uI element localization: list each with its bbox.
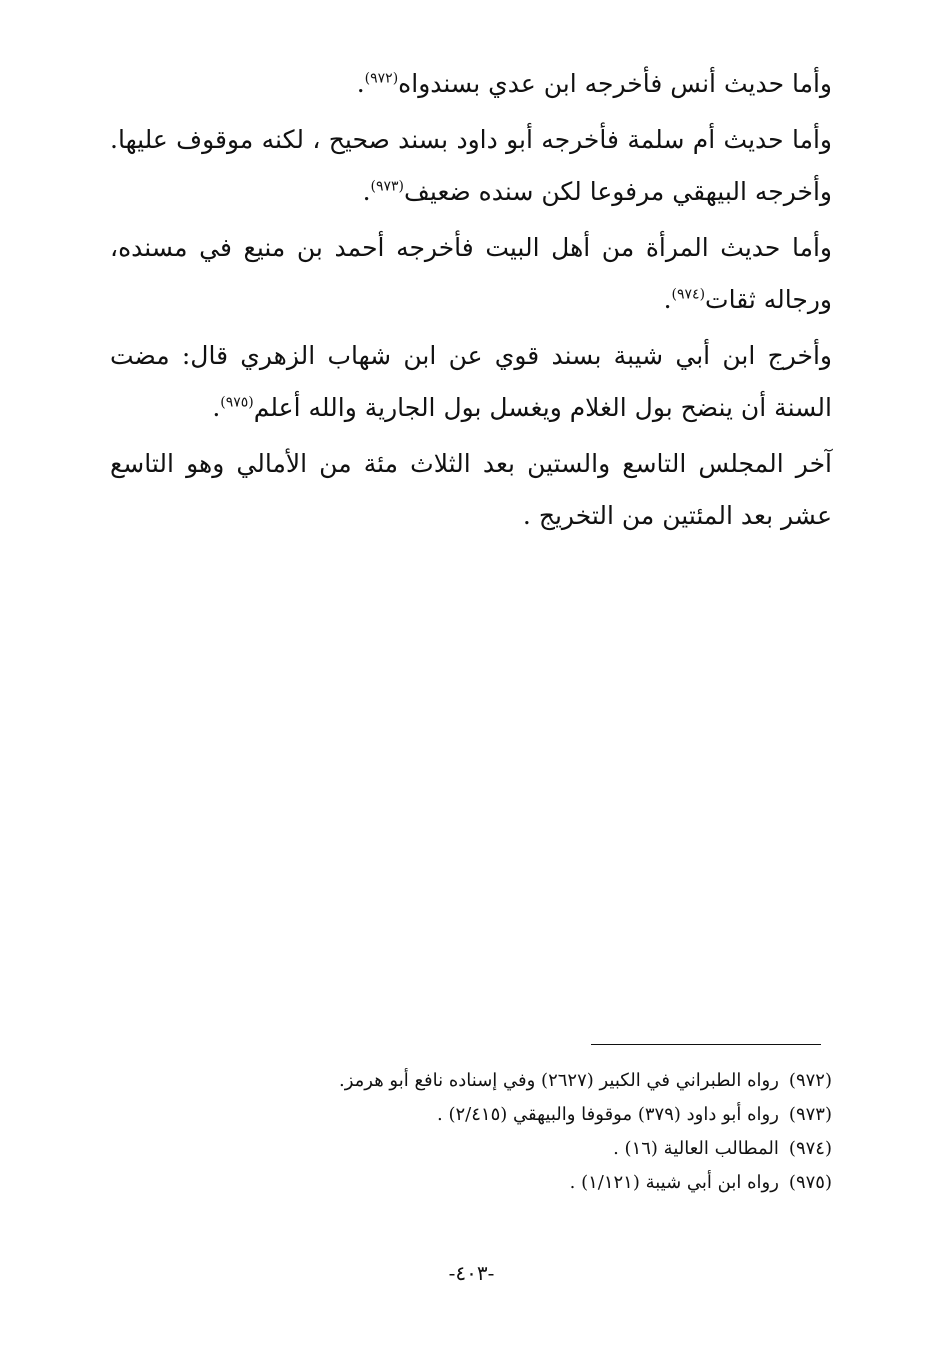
footnote-item (110, 1166, 832, 1200)
footnote-reference: (٩٧٥) (220, 394, 254, 411)
footnote-text: رواه أبو داود (٣٧٩) موقوفا والبيهقي (٢/٤١٥) . (437, 1104, 779, 1125)
paragraph-umm-salama (110, 114, 832, 218)
footnote-number: (٩٧٣) (788, 1104, 832, 1125)
paragraph-woman-ahl-bayt (110, 222, 832, 326)
footnote-reference: (٩٧٣) (370, 178, 405, 195)
paragraph-end: . (212, 393, 221, 422)
paragraph-text: آخر المجلس التاسع والستين بعد الثلاث مئة من الأمالي وهو التاسع عشر بعد المئتين من التخريج . (110, 449, 832, 530)
footnote-number: (٩٧٤) (788, 1138, 832, 1159)
footnote-reference: (٩٧٤) (671, 286, 706, 303)
main-text (110, 58, 832, 546)
footnote-number: (٩٧٢) (788, 1070, 832, 1091)
paragraph-text: وأخرج ابن أبي شيبة بسند قوي عن ابن شهاب الزهري قال: مضت السنة أن ينضح بول الغلام ويغسل بول الجارية والله أعلم (110, 341, 832, 422)
paragraph-session-end (110, 438, 832, 542)
footnote-number: (٩٧٥) (788, 1172, 832, 1193)
footnote-divider (591, 1044, 821, 1045)
paragraph-ibn-abi-shayba (110, 330, 832, 434)
footnote-text: رواه ابن أبي شيبة (١/١٢١) . (569, 1172, 779, 1193)
footnote-text: المطالب العالية (١٦) . (613, 1138, 779, 1159)
paragraph-text: وأما حديث أم سلمة فأخرجه أبو داود بسند صحيح ، لكنه موقوف عليها. وأخرجه البيهقي مرفوعا لكن سنده ضعيف (110, 125, 832, 206)
paragraph-anas (110, 58, 832, 110)
footnote-item (110, 1132, 832, 1166)
footnote-text: رواه الطبراني في الكبير (٢٦٢٧) وفي إسناده نافع أبو هرمز. (338, 1070, 779, 1091)
paragraph-text: وأما حديث أنس فأخرجه ابن عدي بسندواه (398, 69, 832, 98)
paragraph-end: . (356, 69, 365, 98)
page-number: -٤٠٣- (448, 1261, 495, 1285)
paragraph-text: وأما حديث المرأة من أهل البيت فأخرجه أحمد بن منيع في مسنده، ورجاله ثقات (110, 233, 832, 314)
paragraph-end: . (362, 177, 371, 206)
footnote-item (110, 1098, 832, 1132)
footnote-item (110, 1064, 832, 1098)
footnote-reference: (٩٧٢) (364, 70, 399, 87)
paragraph-end: . (663, 285, 672, 314)
footnotes (110, 1064, 832, 1200)
